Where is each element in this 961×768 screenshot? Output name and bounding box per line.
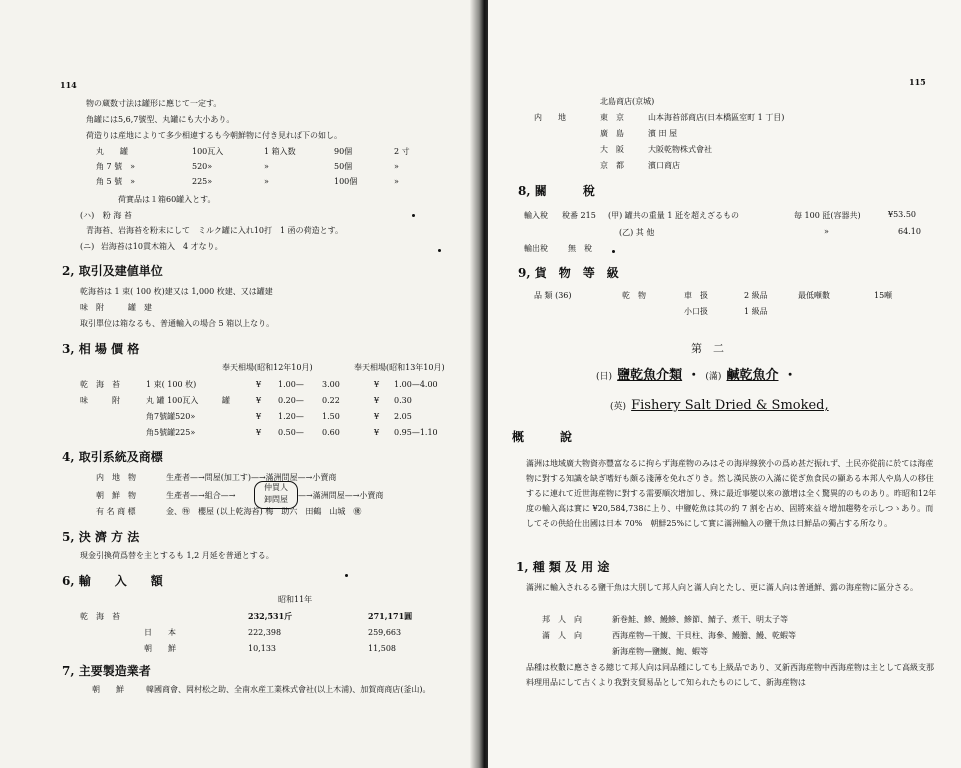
title-en: Fishery Salt Dried & Smoked, <box>631 398 829 413</box>
maker-city-3: 大 阪 <box>600 145 624 154</box>
packing-cell: 225» <box>192 177 213 186</box>
left-page <box>0 0 478 768</box>
price-cell: 1.00—4.00 <box>394 379 438 389</box>
s2-line-3: 取引單位は箱なるも、普通輸入の場合 5 箱以上なり。 <box>80 319 275 328</box>
freight-row1-minimum: 最低噸數 <box>798 291 830 300</box>
packing-cell: » <box>394 177 399 186</box>
price-cell <box>80 408 146 424</box>
iwa-text: 岩海苔は10貫木箱入 4 才なり。 <box>100 242 223 251</box>
s4-label-1: 内 地 物 <box>96 473 136 482</box>
section-6-title: 6, 輸 入 額 <box>62 574 163 588</box>
s4-bracket <box>254 481 298 509</box>
packing-cell: » <box>264 162 269 171</box>
s1-row-text-2: 西海産物—干鰒、干貝柱、海參、鰻膽、鰻、乾蝦等 <box>612 631 796 640</box>
s4-label-2: 朝 鮮 物 <box>96 491 136 500</box>
price-col-head-1: 奉天相場(昭和12年10月) <box>222 363 313 372</box>
section-4-title: 4, 取引系統及商標 <box>62 450 163 464</box>
price-cell: 1 束( 100 枚) <box>146 379 197 389</box>
price-cell <box>222 408 256 424</box>
s4-flow-2b: —→滿洲問屋—→小賣商 <box>298 491 384 500</box>
s1-row-label-2: 滿 人 向 <box>542 631 582 640</box>
price-cell: 0.95—1.10 <box>394 427 438 437</box>
packing-cell: 1 箱入数 <box>264 147 296 156</box>
freight-row1-mode: 車 扱 <box>684 291 708 300</box>
price-cell: 1.20— <box>278 411 304 421</box>
title-jp: 鹽乾魚介類 <box>617 368 683 383</box>
price-cell: 3.00 <box>322 379 340 389</box>
price-col-head-2: 奉天相場(昭和13年10月) <box>354 363 445 372</box>
scan-speck <box>412 214 415 217</box>
tariff-item-a: (甲) 罐共の重量 1 瓩を超えざるもの <box>608 211 739 220</box>
section-2-title: 2, 取引及建値単位 <box>62 264 163 278</box>
import-cell: 11,508 <box>368 643 396 653</box>
import-tax-label: 輸入稅 <box>524 211 548 220</box>
packing-cell: 520» <box>192 162 213 171</box>
packing-cell: 100瓦入 <box>192 147 224 156</box>
packing-note: 荷實品は１箱60罐入とす。 <box>118 195 216 204</box>
price-cell: ¥ <box>256 395 262 405</box>
tariff-item-a-unit: 毎 100 瓩(容器共) <box>794 211 861 220</box>
s7-text: 韓國商會、岡村松之助、全南水産工業株式會社(以上木浦)、加賀商商店(釜山)。 <box>146 685 431 694</box>
s1-intro: 滿洲に輸入されるる鹽干魚は大別して邦人向と滿人向とたし、更に滿人向は普通鮮、露の海産物に區分さる。 <box>526 583 918 592</box>
export-tax-value: 無 稅 <box>568 244 592 253</box>
right-page <box>488 0 961 768</box>
section-8-title: 8, 關 稅 <box>518 184 595 198</box>
price-cell: ¥ <box>374 427 380 437</box>
price-cell: 0.20— <box>278 395 304 405</box>
maker-city-1: 東 京 <box>600 113 624 122</box>
tariff-item-a-value: ¥53.50 <box>888 210 916 219</box>
import-cell: 10,133 <box>248 643 276 653</box>
table-row <box>80 376 438 392</box>
section-7-title: 7, 主要製造業者 <box>62 664 151 678</box>
s2-line-1: 乾海苔は 1 束( 100 枚)建又は 1,000 枚建、又は罐建 <box>80 287 273 296</box>
s4-flow-2a: 生產者—→組合—→ <box>166 491 236 500</box>
chapter-title-jp: (日) 鹽乾魚介類 ・ (滿) 鹹乾魚介 ・ <box>596 368 797 383</box>
table-row <box>80 424 438 440</box>
maker-city-2: 廣 島 <box>600 129 624 138</box>
powder-title: 粉 海 苔 <box>102 211 132 220</box>
title-man-mark: (滿) <box>705 372 722 382</box>
maker-names-1: 山本海苔部商店(日本橋區室町 1 丁目) <box>648 113 785 122</box>
price-cell: 味 附 <box>80 395 120 405</box>
freight-label: 品 類 (36) <box>534 291 572 300</box>
freight-kind: 乾 物 <box>622 291 646 300</box>
s1-row-text-1: 新巻鮭、鰺、鰻鯵、鯵節、鯖子、煮干、明太子等 <box>612 615 788 624</box>
overview-heading: 概 說 <box>512 430 573 444</box>
price-cell: 2.05 <box>394 411 412 421</box>
chapter-title-en <box>610 394 829 413</box>
scan-speck <box>612 250 615 253</box>
import-cell: 日 本 <box>144 627 176 637</box>
title-jp-mark: (日) <box>596 372 613 382</box>
price-cell: 角7號罐520» <box>146 411 196 421</box>
tariff-number: 稅番 215 <box>562 211 596 220</box>
price-cell: ¥ <box>374 411 380 421</box>
freight-row2-grade: 1 級品 <box>744 307 768 316</box>
table-row <box>80 392 438 408</box>
packing-cell: 角 5 號 » <box>96 177 136 186</box>
table-row <box>96 144 410 159</box>
packing-cell: 100個 <box>334 177 358 186</box>
import-cell: 259,663 <box>368 627 402 637</box>
page-number-left: 114 <box>60 80 77 90</box>
price-cell <box>222 376 256 392</box>
table-row <box>96 174 410 189</box>
import-cell: 222,398 <box>248 627 282 637</box>
price-cell: ¥ <box>256 411 262 421</box>
table-row <box>96 159 410 174</box>
packing-cell: » <box>264 177 269 186</box>
price-cell: ¥ <box>374 379 380 389</box>
powder-marker: (ハ) <box>80 211 95 220</box>
price-cell <box>222 424 256 440</box>
s5-line: 現金引換荷爲替を主とするも 1,2 月延を普通とする。 <box>80 551 274 560</box>
page-number-right: 115 <box>909 77 926 87</box>
powder-line: 青海苔、岩海苔を粉末にして ミルク罐に入れ10打 1 函の荷造とす。 <box>86 226 344 235</box>
section-5-title: 5, 決 濟 方 法 <box>62 530 140 544</box>
price-table <box>80 376 438 440</box>
maker-names-0: 北島商店(京城) <box>600 97 655 106</box>
import-cell: 朝 鮮 <box>144 643 176 653</box>
section-3-title: 3, 相 場 價 格 <box>62 342 140 356</box>
s1-closing: 品種は枚數に應さきる總じて邦人向は同品種にしても上級品であり、叉新西海産物中西海産物は主として高級支那料理用品にして古くより我對支貿易品として知られたものにして、新海産物は <box>526 663 934 687</box>
price-cell: 丸 罐 100瓦入 <box>146 395 199 405</box>
table-row <box>80 608 412 624</box>
price-cell: ¥ <box>256 427 262 437</box>
intro-line-3: 荷造りは産地によりて多少相違するも今朝鮮物に付き見れば下の如し。 <box>86 131 342 140</box>
freight-row1-tons: 15噸 <box>874 291 893 300</box>
packing-cell: » <box>394 162 399 171</box>
section-1-title: 1, 種 類 及 用 途 <box>516 560 610 574</box>
tariff-item-b-unit: » <box>824 227 829 236</box>
scan-speck <box>345 574 348 577</box>
price-cell: 乾 海 苔 <box>80 379 120 389</box>
title-man: 鹹乾魚介 <box>726 368 779 383</box>
packing-cell: 丸 罐 <box>96 147 128 156</box>
price-cell: 0.50— <box>278 427 304 437</box>
s6-year: 昭和11年 <box>278 595 313 604</box>
import-table <box>80 608 412 656</box>
s4-label-3: 有 名 商 標 <box>96 507 136 516</box>
packing-cell: 90個 <box>334 147 353 156</box>
s4-bracket-top: 仲買人 <box>264 483 288 492</box>
iwa-marker: (ニ) <box>80 242 95 251</box>
price-cell: 1.50 <box>322 411 340 421</box>
s4-flow-3: 金、㊕ 櫻屋 (以上乾海苔) 梅 助六 田鶴 山城 ㊝ <box>166 507 362 516</box>
import-cell: 乾 海 苔 <box>80 611 120 621</box>
price-cell: 1.00— <box>278 379 304 389</box>
maker-names-3: 大阪乾物株式會社 <box>648 145 712 154</box>
iwa-note <box>80 241 223 252</box>
import-cell <box>80 624 144 640</box>
table-row <box>80 408 438 424</box>
maker-names-2: 濱 田 屋 <box>648 129 678 138</box>
price-cell: 角5號罐225» <box>146 427 196 437</box>
price-cell: 0.60 <box>322 427 340 437</box>
table-row <box>80 640 412 656</box>
maker-names-4: 濱口商店 <box>648 161 680 170</box>
title-en-mark: (英) <box>610 402 627 412</box>
overview-paragraph: 滿洲は地域廣大物資亦豐富なるに拘らず海産物のみはその海岸線狹小の爲め甚だ振れず、土民亦從前に於ては海産物に對する知識を缺ぎ嗜好も頗る淺薄を免れざりき。然し漢民族の入滿に從ぎ魚食民の顯ある本邦人や鳥人の移住するに連れて近世海産物に對する需要順次增加し、殊に最近事變以來の激增は全く驚異的のものあり。昨昭和12年度の輸入高は實に ¥20,584,738に上り、中鹽乾魚は其の約 7 割を占め、固將來益々增加趨勢を示しつゝあり。而してその供給仕出國は日本 70% 朝鮮25%にして實に滿洲輸入の鹽干魚は日鮮品の獨占する所なり。 <box>526 459 937 528</box>
s1-row-label-1: 邦 人 向 <box>542 615 582 624</box>
price-cell: ¥ <box>256 379 262 389</box>
table-row <box>80 624 412 640</box>
price-cell: 罐 <box>222 395 230 405</box>
maker-city-4: 京 都 <box>600 161 624 170</box>
price-cell: 0.22 <box>322 395 340 405</box>
tariff-item-b-value: 64.10 <box>898 227 921 236</box>
section-9-title: 9, 貨 物 等 級 <box>518 266 619 280</box>
s7-label: 朝 鮮 <box>92 685 124 694</box>
intro-line-2: 角罐には5,6,7號型、丸罐にも大小あり。 <box>86 115 235 124</box>
packing-cell: 2 寸 <box>394 147 410 156</box>
import-cell <box>80 640 144 656</box>
tariff-item-b: (乙) 其 他 <box>619 228 655 237</box>
price-cell: ¥ <box>374 395 380 405</box>
s2-line-2: 味 附 罐 建 <box>80 303 152 312</box>
import-cell <box>144 608 248 624</box>
s4-bracket-bottom: 卸問屋 <box>264 495 288 504</box>
s4-flow-1: 生產者—→問屋(加工す)—→滿洲問屋—→小賣商 <box>166 473 337 482</box>
packing-cell: 50個 <box>334 162 353 171</box>
powder-heading <box>80 210 132 221</box>
chapter-number: 第 二 <box>691 342 724 355</box>
price-cell <box>80 424 146 440</box>
s1-row-text-3: 新海産物—鹽鰒、鮑、蝦等 <box>612 647 708 656</box>
maker-region-1: 内 地 <box>534 113 566 122</box>
packing-table <box>96 144 410 189</box>
freight-row1-grade: 2 級品 <box>744 291 768 300</box>
freight-row2-mode: 小口扱 <box>684 307 708 316</box>
price-cell: 0.30 <box>394 395 412 405</box>
intro-line-1: 物の蔵数寸法は罐形に應じて一定す。 <box>86 99 222 108</box>
packing-cell: 角 7 號 » <box>96 162 136 171</box>
import-cell: 271,171圓 <box>368 610 413 621</box>
import-cell: 232,531斤 <box>248 610 293 621</box>
export-tax-label: 輸出稅 <box>524 244 548 253</box>
scan-speck <box>438 249 441 252</box>
